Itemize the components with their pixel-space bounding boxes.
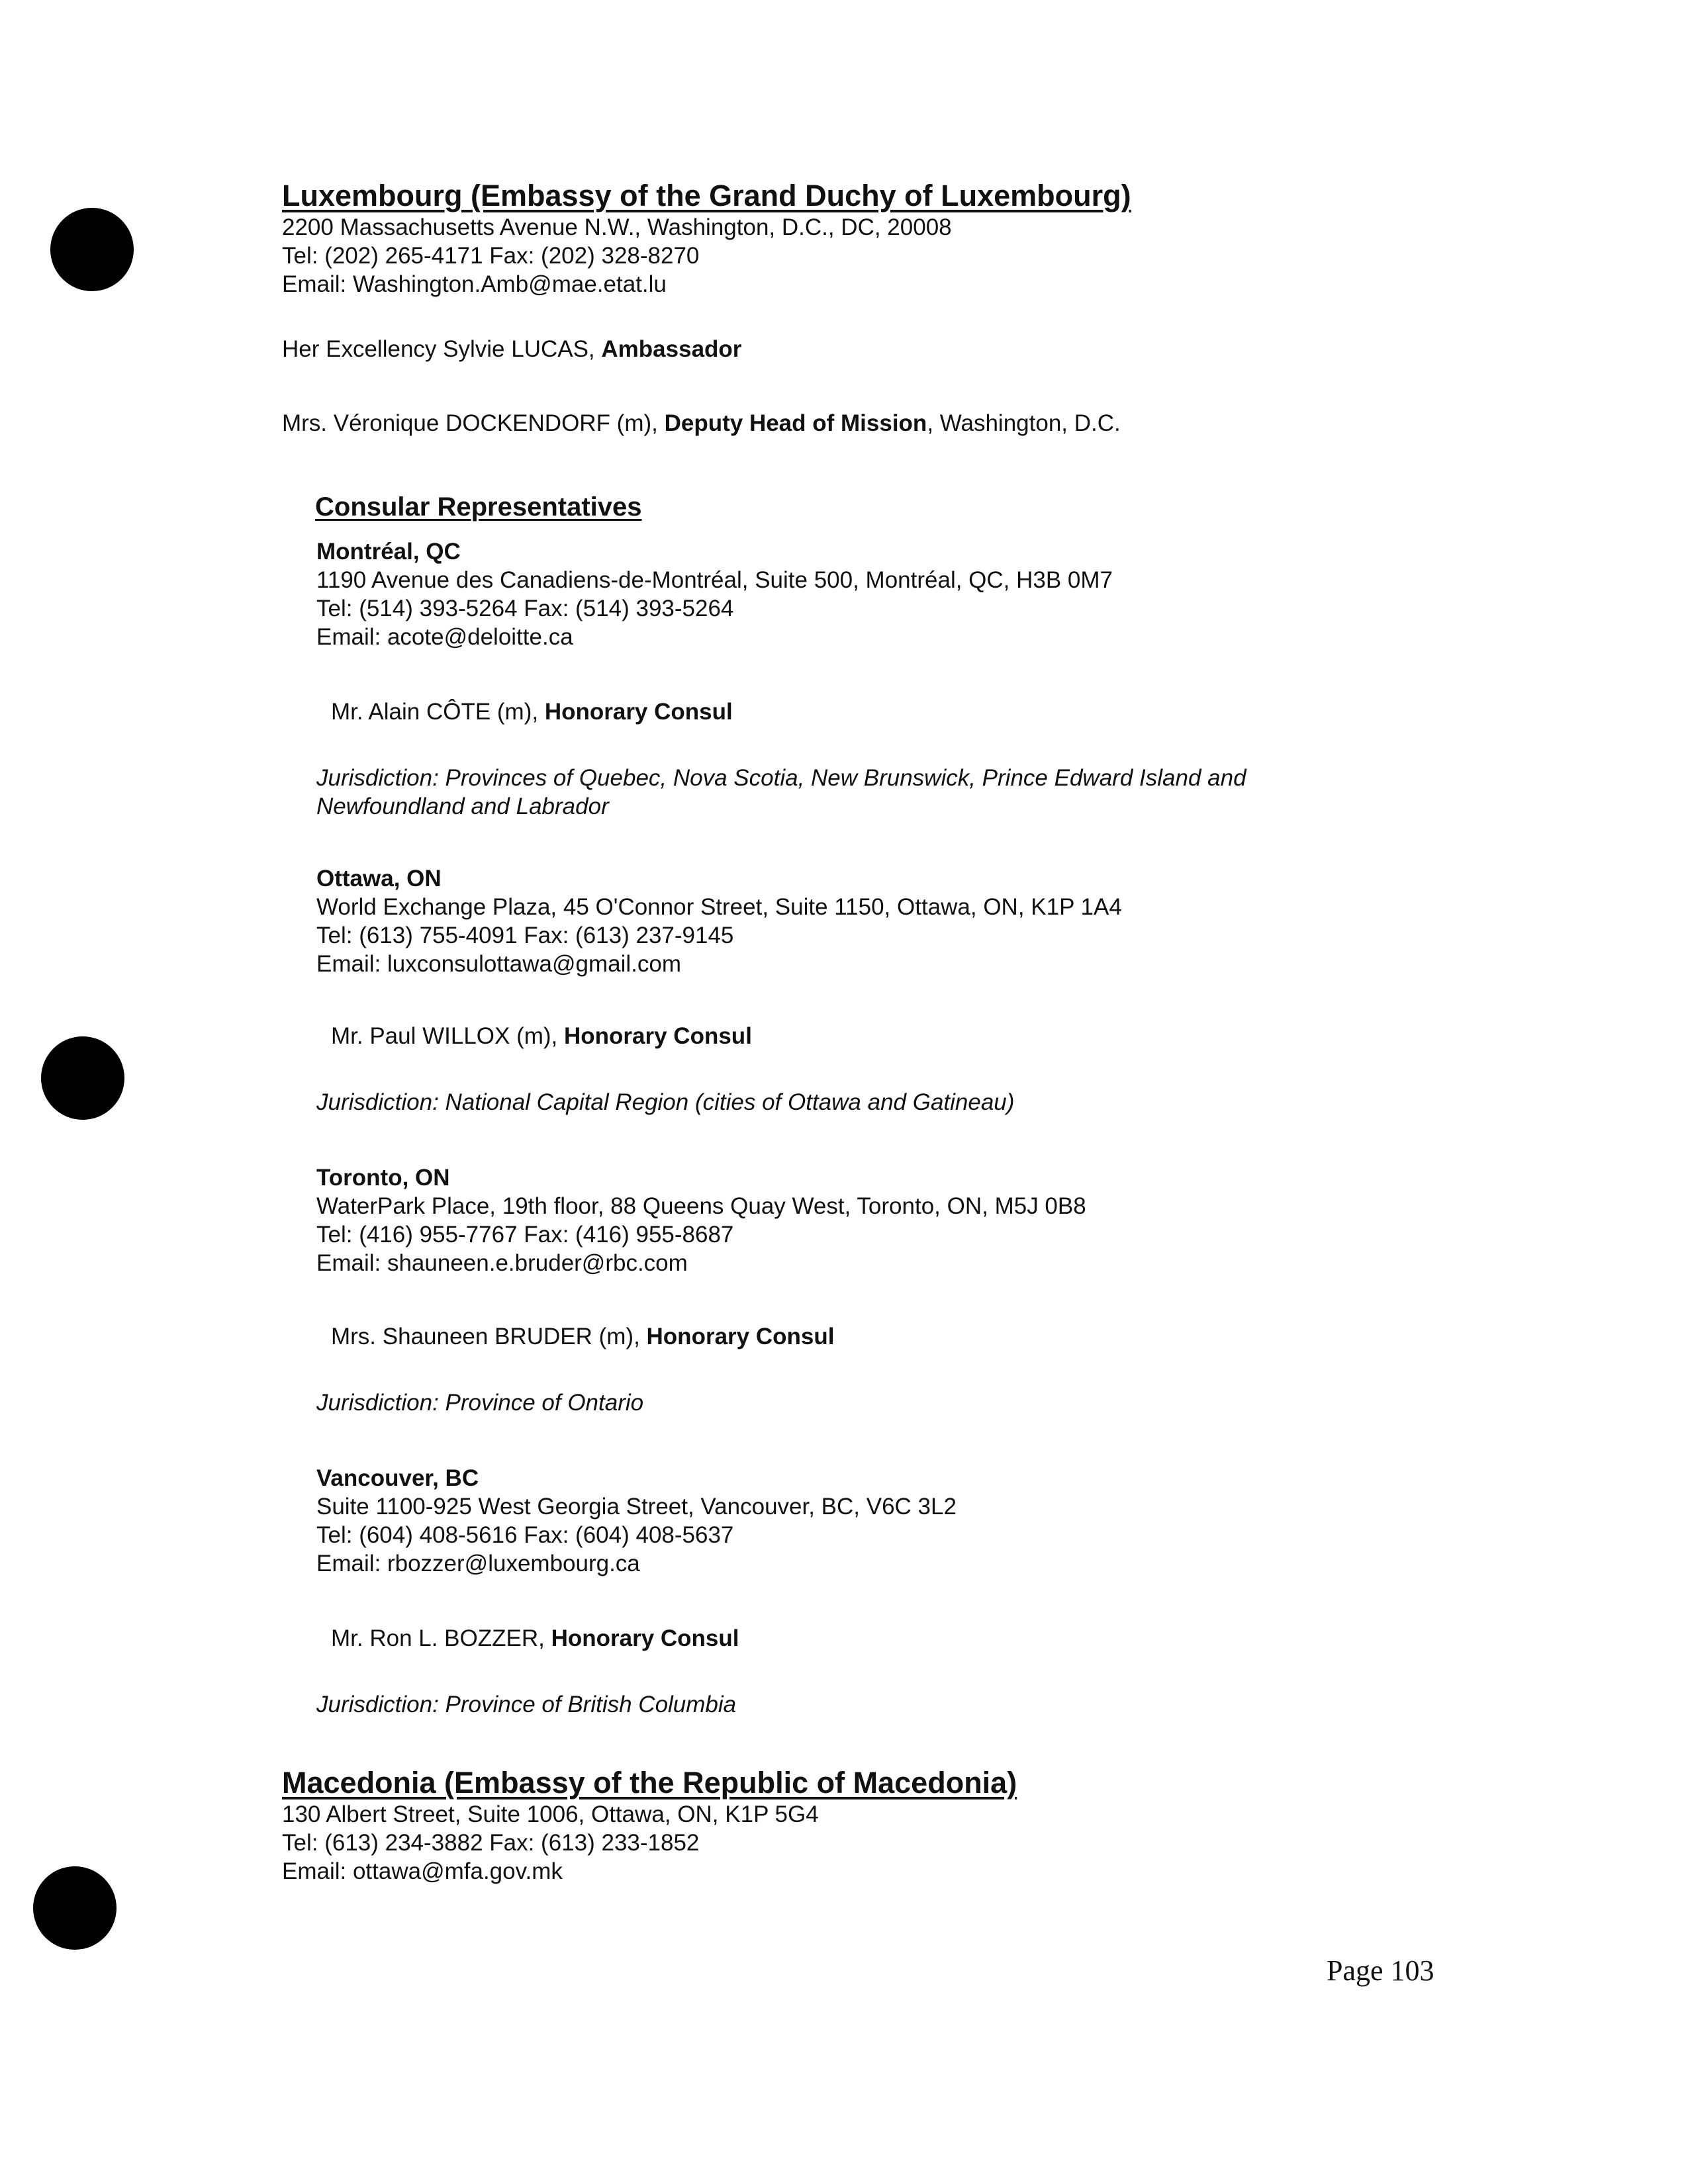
consulate-vancouver xyxy=(316,1464,957,1578)
jurisdiction-line: Jurisdiction: Province of Ontario xyxy=(316,1390,644,1416)
luxembourg-address: 2200 Massachusetts Avenue N.W., Washington, D.C., DC, 20008 xyxy=(282,214,952,240)
macedonia-title: Macedonia (Embassy of the Republic of Macedonia) xyxy=(282,1766,1017,1799)
ambassador-name: Her Excellency Sylvie LUCAS, xyxy=(282,336,602,362)
consulate-city: Vancouver, BC xyxy=(316,1465,479,1491)
jurisdiction-line: Jurisdiction: Provinces of Quebec, Nova Scotia, New Brunswick, Prince Edward Island and xyxy=(316,765,1246,791)
consulate-tel-fax: Tel: (416) 955-7767 Fax: (416) 955-8687 xyxy=(316,1222,734,1248)
luxembourg-email: Email: Washington.Amb@mae.etat.lu xyxy=(282,271,667,297)
consulate-address: WaterPark Place, 19th floor, 88 Queens Quay West, Toronto, ON, M5J 0B8 xyxy=(316,1193,1086,1219)
consul-name: Mr. Ron L. BOZZER, xyxy=(331,1625,551,1651)
consul-name: Mr. Paul WILLOX (m), xyxy=(331,1023,564,1049)
consul-ottawa xyxy=(331,1023,752,1050)
macedonia-email: Email: ottawa@mfa.gov.mk xyxy=(282,1858,563,1884)
consulate-city: Toronto, ON xyxy=(316,1165,450,1191)
jurisdiction-line: Jurisdiction: Province of British Columbia xyxy=(316,1692,737,1717)
luxembourg-title: Luxembourg (Embassy of the Grand Duchy of Luxembourg) xyxy=(282,179,1131,212)
consulate-montreal xyxy=(316,537,1113,651)
page-number: Page 103 xyxy=(1327,1954,1434,1987)
consul-toronto xyxy=(331,1324,834,1350)
consular-heading: Consular Representatives xyxy=(315,492,642,522)
consul-montreal xyxy=(331,699,733,725)
consul-name: Mr. Alain CÔTE (m), xyxy=(331,699,545,725)
consulate-tel-fax: Tel: (514) 393-5264 Fax: (514) 393-5264 xyxy=(316,596,734,621)
consul-role: Honorary Consul xyxy=(544,699,733,725)
punch-hole-top xyxy=(50,208,134,291)
macedonia-address: 130 Albert Street, Suite 1006, Ottawa, ON, K1P 5G4 xyxy=(282,1801,819,1827)
jurisdiction-montreal xyxy=(316,764,1246,821)
macedonia-contact-block xyxy=(282,1800,819,1886)
deputy-name: Mrs. Véronique DOCKENDORF (m), xyxy=(282,410,665,436)
consulate-ottawa xyxy=(316,864,1122,978)
consul-role: Honorary Consul xyxy=(551,1625,739,1651)
consul-role: Honorary Consul xyxy=(646,1324,835,1349)
consulate-email: Email: luxconsulottawa@gmail.com xyxy=(316,951,682,977)
deputy-role: Deputy Head of Mission xyxy=(664,410,927,436)
consulate-address: Suite 1100-925 West Georgia Street, Vancouver, BC, V6C 3L2 xyxy=(316,1494,957,1520)
consulate-email: Email: acote@deloitte.ca xyxy=(316,624,573,650)
consulate-toronto xyxy=(316,1163,1086,1277)
consulate-city: Ottawa, ON xyxy=(316,866,442,891)
consulate-tel-fax: Tel: (613) 755-4091 Fax: (613) 237-9145 xyxy=(316,923,734,948)
consul-role: Honorary Consul xyxy=(564,1023,752,1049)
jurisdiction-line: Newfoundland and Labrador xyxy=(316,794,609,819)
consul-vancouver xyxy=(331,1625,739,1652)
jurisdiction-vancouver xyxy=(316,1690,736,1719)
consulate-address: World Exchange Plaza, 45 O'Connor Street, Suite 1150, Ottawa, ON, K1P 1A4 xyxy=(316,894,1122,920)
luxembourg-tel-fax: Tel: (202) 265-4171 Fax: (202) 328-8270 xyxy=(282,243,700,269)
punch-hole-bottom xyxy=(33,1866,117,1950)
ambassador-role: Ambassador xyxy=(601,336,742,362)
jurisdiction-ottawa xyxy=(316,1088,1014,1116)
deputy-suffix: , Washington, D.C. xyxy=(927,410,1121,436)
luxembourg-ambassador xyxy=(282,336,741,363)
jurisdiction-toronto xyxy=(316,1388,643,1417)
macedonia-tel-fax: Tel: (613) 234-3882 Fax: (613) 233-1852 xyxy=(282,1830,700,1856)
consulate-email: Email: rbozzer@luxembourg.ca xyxy=(316,1551,640,1576)
jurisdiction-line: Jurisdiction: National Capital Region (cities of Ottawa and Gatineau) xyxy=(316,1089,1015,1115)
consulate-tel-fax: Tel: (604) 408-5616 Fax: (604) 408-5637 xyxy=(316,1522,734,1548)
luxembourg-contact-block xyxy=(282,213,952,298)
consul-name: Mrs. Shauneen BRUDER (m), xyxy=(331,1324,647,1349)
punch-hole-middle xyxy=(41,1036,124,1120)
consulate-email: Email: shauneen.e.bruder@rbc.com xyxy=(316,1250,688,1276)
consulate-address: 1190 Avenue des Canadiens-de-Montréal, Suite 500, Montréal, QC, H3B 0M7 xyxy=(316,567,1113,593)
consulate-city: Montréal, QC xyxy=(316,539,461,565)
luxembourg-deputy xyxy=(282,410,1121,437)
